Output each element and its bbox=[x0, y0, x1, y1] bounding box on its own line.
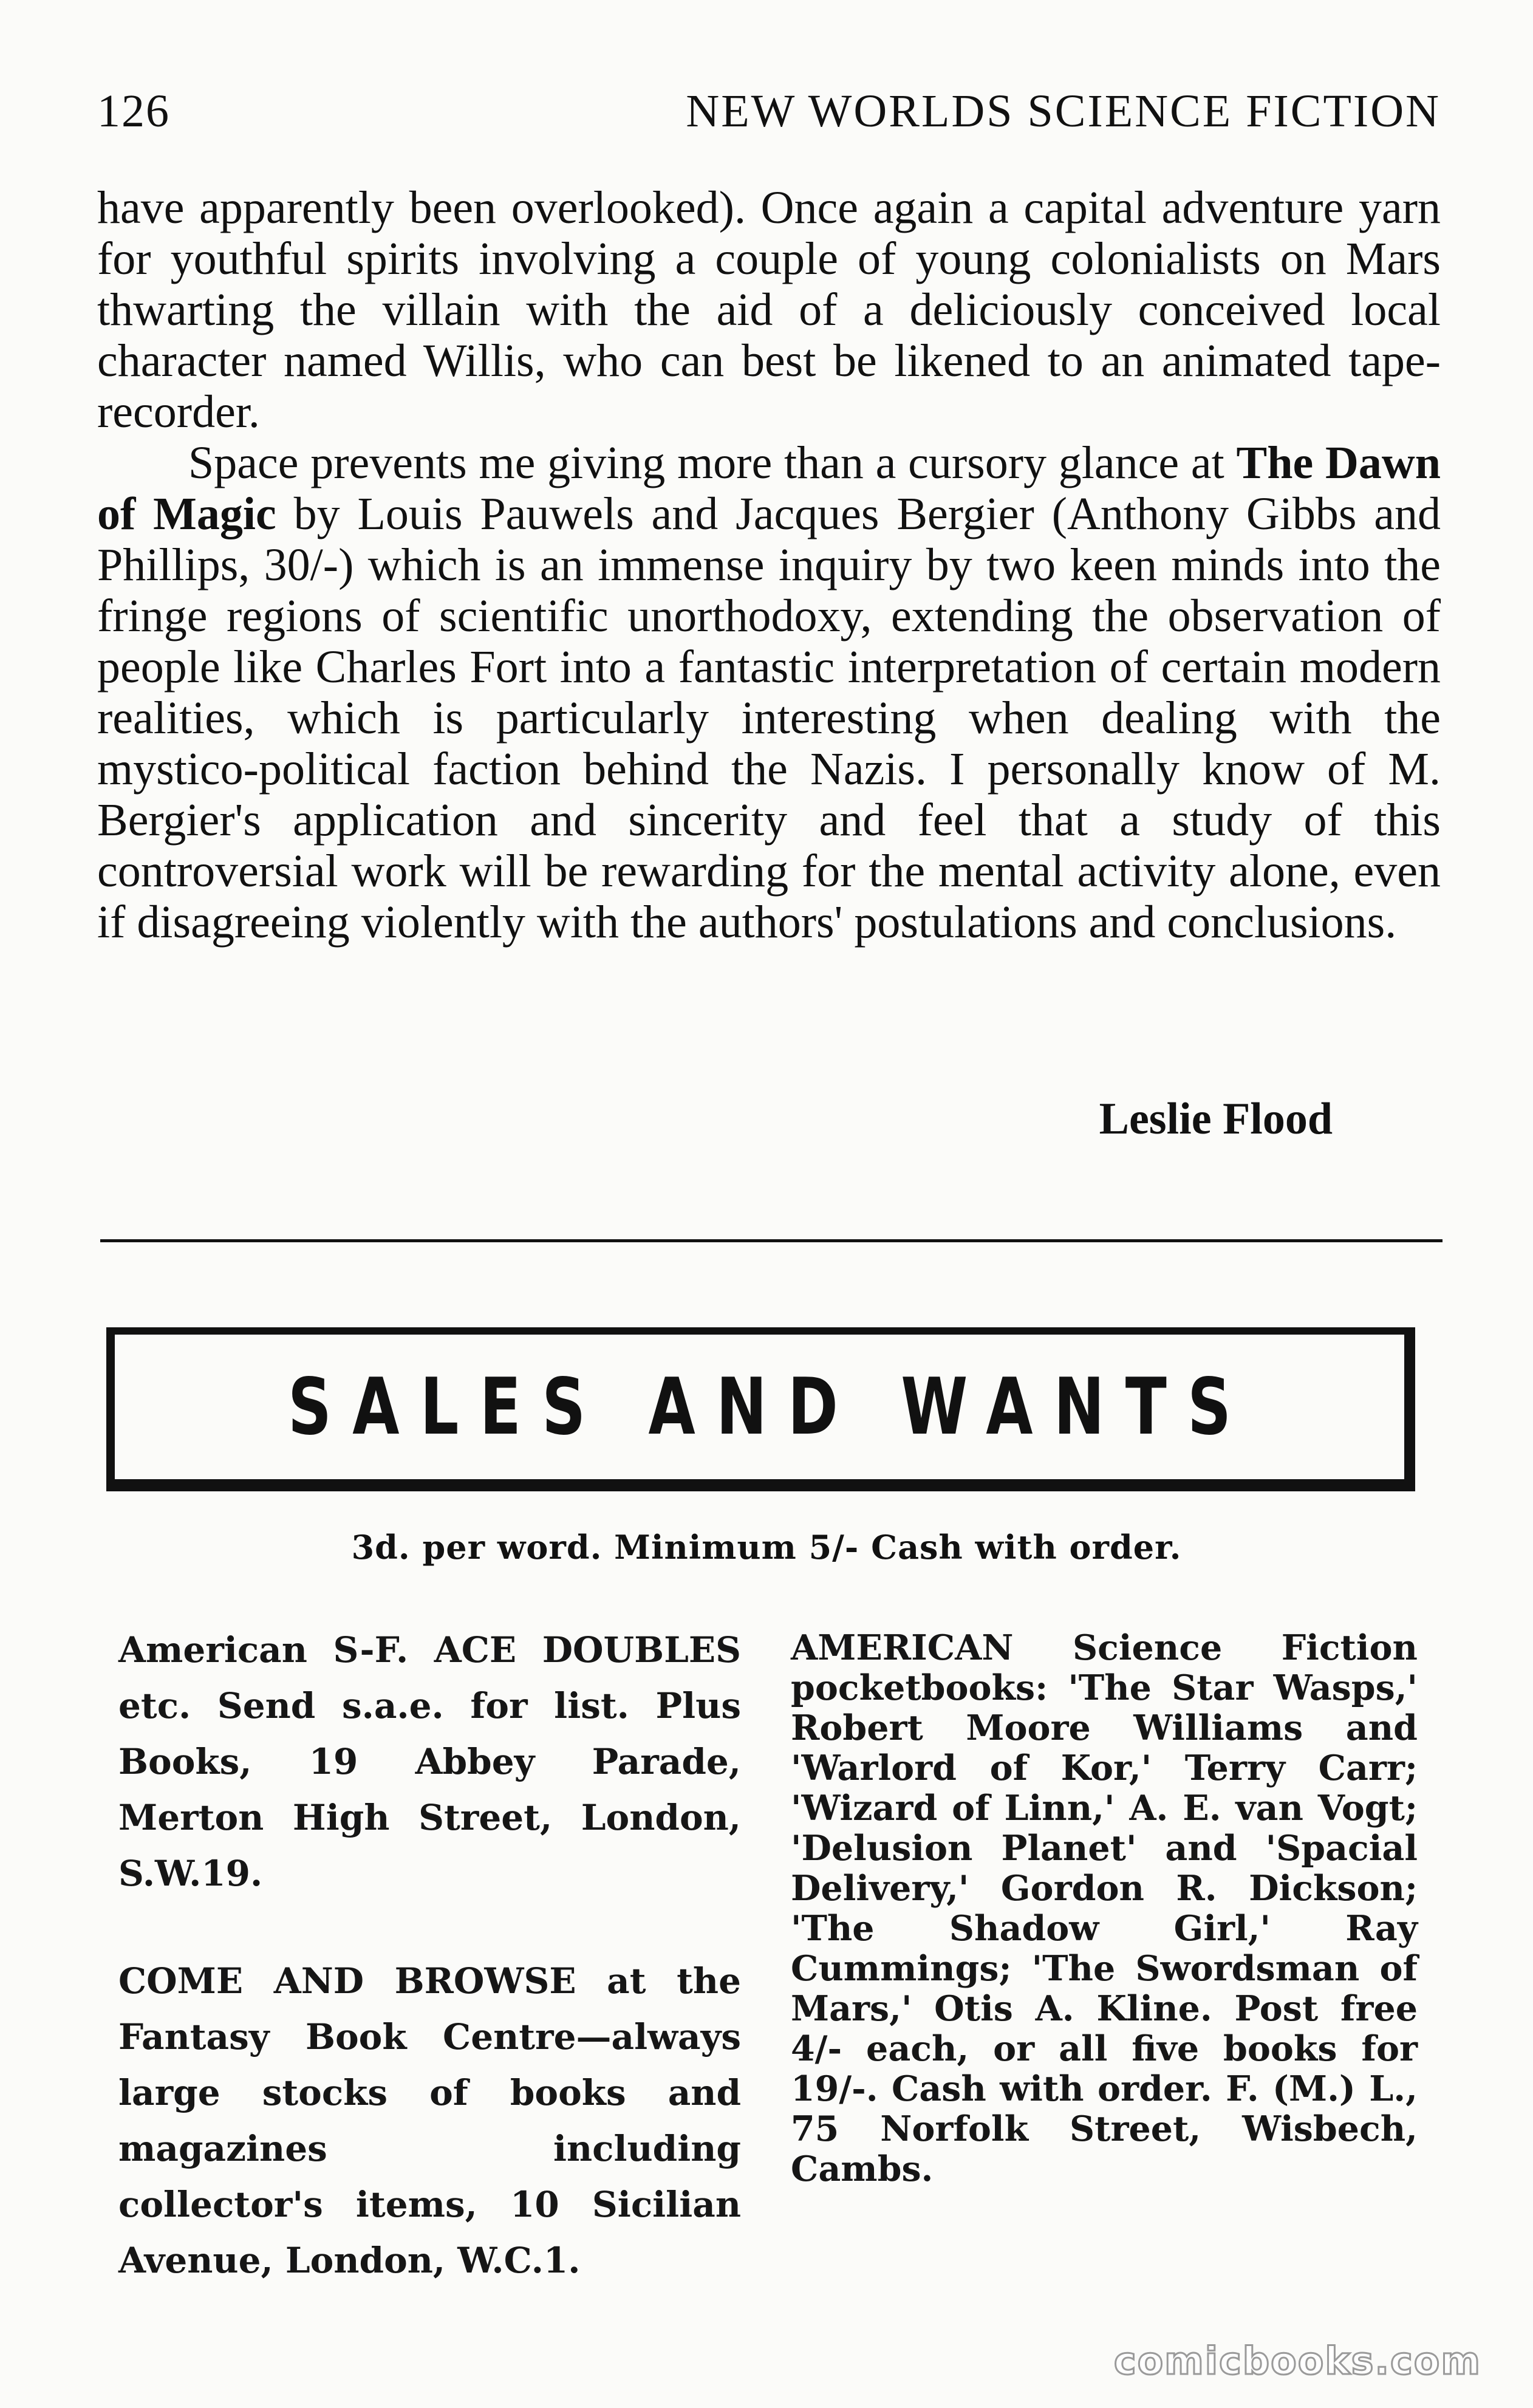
ad-american-pocketbooks: AMERICAN Science Fiction pocketbooks: 'The Star Wasps,' Robert Moore Williams and 'Warlord of Kor,' Terry Carr; 'Wizard of Linn,' A. E. van Vogt; 'Delusion Planet' and 'Spacial Delivery,' Gordon R. Dickson; 'The Shadow Girl,' Ray Cummings; 'The Swordsman of Mars,' Otis A. Kline. Post free 4/- each, or all five books for 19/-. Cash with order. F. (M.) L., 75 Norfolk Street, Wisbech, Cambs. bbox=[791, 1627, 1418, 2189]
ads-left-column bbox=[118, 1622, 741, 2288]
review-paragraph-2-rest: by Louis Pauwels and Jacques Bergier (Anthony Gibbs and Phillips, 30/-) which is an immense inquiry by two keen minds into the fringe regions of scientific unorthodoxy, extending the observation of people like Charles Fort into a fantastic interpretation of certain modern realities, which is particularly interesting when dealing with the mystico-political faction behind the Nazis. I personally know of M. Bergier's application and sincerity and feel that a study of this controversial work will be rewarding for the mental activity alone, even if disagreeing violently with the authors' postulations and conclusions. bbox=[97, 488, 1441, 948]
ad-plus-books: American S-F. ACE DOUBLES etc. Send s.a.e. for list. Plus Books, 19 Abbey Parade, Merton High Street, London, S.W.19. bbox=[118, 1629, 741, 1894]
page-number: 126 bbox=[97, 86, 170, 137]
review-paragraph-1: have apparently been overlooked). Once again a capital adventure yarn for youthful spirits involving a couple of young colonialists on Mars thwarting the villain with the aid of a deliciously conceived local character named Willis, who can best be likened to an animated tape-recorder. bbox=[97, 182, 1441, 437]
book-title: The Dawn of Magic bbox=[97, 437, 1441, 539]
running-title: NEW WORLDS SCIENCE FICTION bbox=[686, 86, 1441, 137]
review-paragraph-2-start: Space prevents me giving more than a cursory glance at bbox=[188, 437, 1237, 488]
book-review bbox=[97, 182, 1441, 1047]
ad-rates: 3d. per word. Minimum 5/- Cash with order. bbox=[351, 1528, 1182, 1567]
sales-wants-banner bbox=[106, 1327, 1415, 1491]
sales-wants-title: SALES AND WANTS bbox=[287, 1361, 1252, 1452]
site-watermark: comicbooks.com bbox=[1113, 2339, 1481, 2383]
ads-right-column bbox=[791, 1628, 1418, 2189]
review-signature: Leslie Flood bbox=[1099, 1094, 1333, 1144]
section-divider bbox=[100, 1239, 1443, 1242]
ad-fantasy-book-centre: COME AND BROWSE at the Fantasy Book Centre—always large stocks of books and magazines including collector's items, 10 Sicilian Avenue, London, W.C.1. bbox=[118, 1960, 741, 2281]
page-header bbox=[97, 76, 1441, 143]
review-paragraph-2 bbox=[97, 437, 1441, 1047]
